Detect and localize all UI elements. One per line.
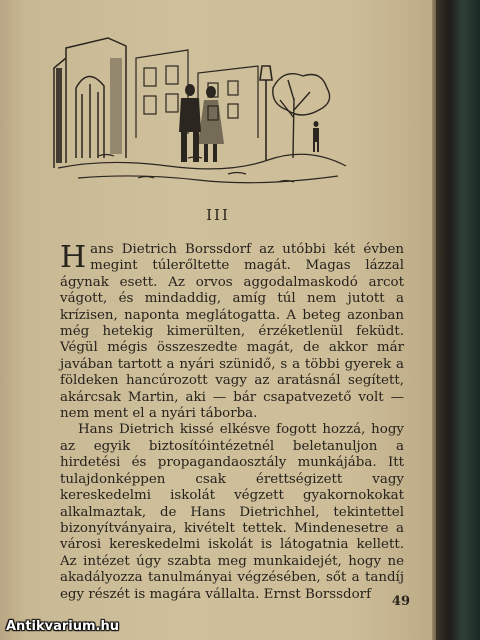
- page-number: 49: [391, 594, 410, 609]
- paragraph-1-text: ans Dietrich Borssdorf az utóbbi két évben megint túlerőltette magát. Magas lázzal ágynak esett. Az orvos aggodalmaskodó arcot vágott, és mindaddig, amíg túl nem jutott a krízisen, naponta meglátogatta. A beteg azonban még hetekig kimerülten, érzéketlenül feküdt. Végül mégis összeszedte magát, de akkor már javában tartott a nyári szünidő, s a többi gyerek a földeken hancúrozott vagy az aratásnál segített, akárcsak Martin, aki — bár csapatvezető volt — nem ment el a nyári táborba.: [60, 242, 404, 422]
- watermark: Antikvarium.hu: [6, 619, 119, 634]
- paragraph-1: [60, 242, 404, 422]
- drop-cap: H: [60, 240, 87, 275]
- book-spine: [436, 0, 480, 640]
- chapter-heading: III: [206, 206, 230, 224]
- street-scene-illustration: [48, 28, 348, 188]
- paragraph-2: Hans Dietrich kissé elkésve fogott hozzá, hogy az egyik biztosítóintézetnél beletanuljon a hirdetési és propagandaosztály munkájába. Itt tulajdonképpen csak érettségizett vagy kereskedelmi iskolát végzett gyakornokokat alkalmaztak, de Hans Dietrichhel, tekintettel bizonyítványaira, kivételt tettek. Mindenesetre a városi kereskedelmi iskolát is látogatnia kellett. Az intézet úgy szabta meg munkaidejét, hogy ne akadályozza tanulmányai végzésében, sőt a tandíj egy részét is magára vállalta. Ernst Borssdorf: [60, 422, 404, 602]
- body-text: [60, 242, 404, 603]
